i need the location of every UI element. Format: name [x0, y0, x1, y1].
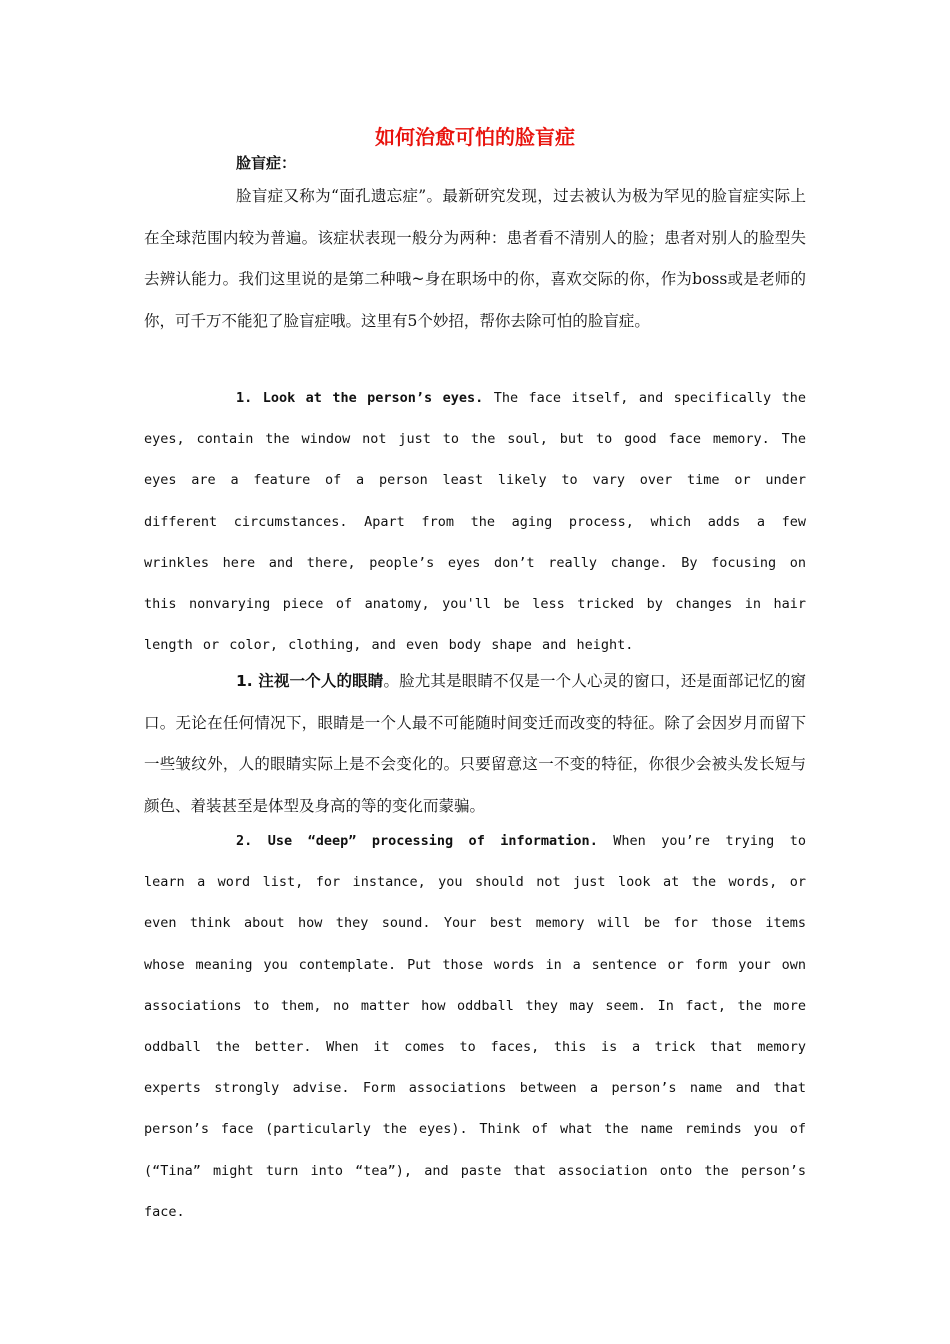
tip1-chinese-heading: 1. 注视一个人的眼睛: [236, 672, 384, 690]
section-heading: 脸盲症：: [236, 154, 297, 172]
tip2-english-heading: 2. Use “deep” processing of information.: [236, 833, 598, 849]
intro-paragraph: 脸盲症又称为“面孔遗忘症”。最新研究发现，过去被认为极为罕见的脸盲症实际上在全球范围内较为普遍。该症状表现一般分为两种：患者看不清别人的脸；患者对别人的脸型失去辨认能力。我们这里说的是第二种哦~身在职场中的你，喜欢交际的你，作为boss或是老师的你，可千万不能犯了脸盲症哦。这里有5个妙招，帮你去除可怕的脸盲症。: [144, 187, 806, 330]
tip2-english-body: When you’re trying to learn a word list, for instance, you should not just look at the words, or even think about how they sound. Your best memory will be for those items whose meaning you contemplate. Put those words in a sentence or form your own associations to them, no matter how oddball they may seem. In fact, the more oddball the better. When it comes to faces, this is a trick that memory experts strongly advise. Form associations between a person’s name and that person’s face (particularly the eyes). Think of what the name reminds you of (“Tina” might turn into “tea”), and paste that association onto the person’s face.: [144, 833, 807, 1220]
tip1-english-heading: 1. Look at the person’s eyes.: [236, 390, 484, 406]
tip2-english-paragraph: [144, 821, 806, 1233]
tip1-english-paragraph: [144, 378, 806, 666]
tip1-chinese-paragraph: [144, 661, 806, 827]
tip1-chinese-body: 。脸尤其是眼睛不仅是一个人心灵的窗口，还是面部记忆的窗口。无论在任何情况下，眼睛是一个人最不可能随时间变迁而改变的特征。除了会因岁月而留下一些皱纹外，人的眼睛实际上是不会变化的。只要留意这一不变的特征，你很少会被头发长短与颜色、着装甚至是体型及身高的等的变化而蒙骗。: [144, 672, 806, 815]
tip1-english-body: The face itself, and specifically the eyes, contain the window not just to the soul, but to good face memory. The eyes are a feature of a person least likely to vary over time or under different circumstances. Apart from the aging process, which adds a few wrinkles here and there, people’s eyes don’t really change. By focusing on this nonvarying piece of anatomy, you'll be less tricked by changes in hair length or color, clothing, and even body shape and height.: [144, 390, 806, 654]
page-title: 如何治愈可怕的脸盲症: [375, 125, 575, 149]
